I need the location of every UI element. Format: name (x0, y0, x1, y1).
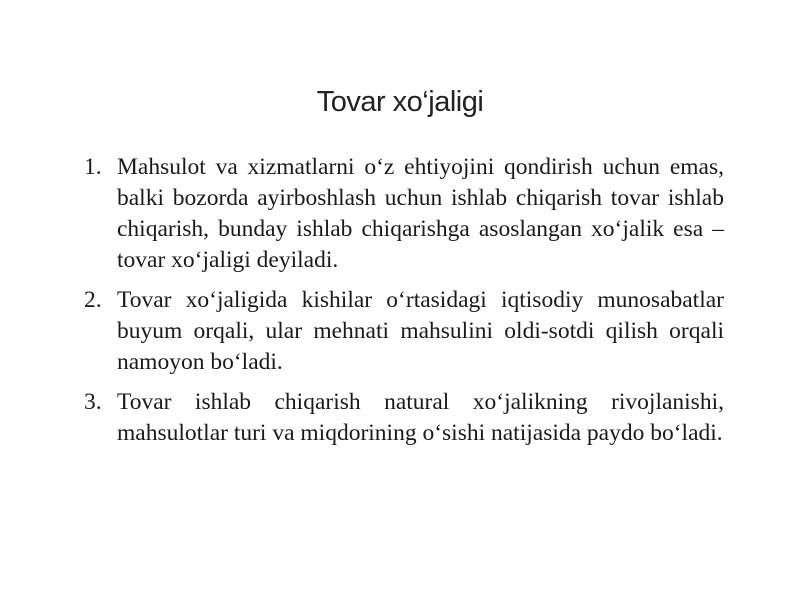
list-item-text: Tovar xo‘jaligida kishilar o‘rtasidagi iqtisodiy munosabatlar buyum orqali, ular mehnati mahsulini oldi-sotdi qilish orqali namoyon bo‘ladi. (117, 287, 724, 375)
list-item-text: Tovar ishlab chiqarish natural xo‘jalikning rivojlanishi, mahsulotlar turi va miqdorining o‘sishi natijasida paydo bo‘ladi. (117, 389, 724, 446)
list-item-number: 2. (84, 287, 102, 313)
list-item (84, 152, 724, 276)
list-item-number: 1. (84, 154, 102, 180)
slide-title: Tovar xo‘jaligi (316, 86, 484, 118)
list-item (84, 285, 724, 378)
list-item-number: 3. (84, 389, 102, 415)
list-item (84, 387, 724, 449)
numbered-list (84, 152, 724, 458)
list-item-text: Mahsulot va xizmatlarni o‘z ehtiyojini qondirish uchun emas, balki bozorda ayirboshlash uchun ishlab chiqarish tovar ishlab chiqarish, bunday ishlab chiqarishga asoslangan xo‘jalik esa – tovar xo‘jaligi deyiladi. (117, 154, 724, 273)
